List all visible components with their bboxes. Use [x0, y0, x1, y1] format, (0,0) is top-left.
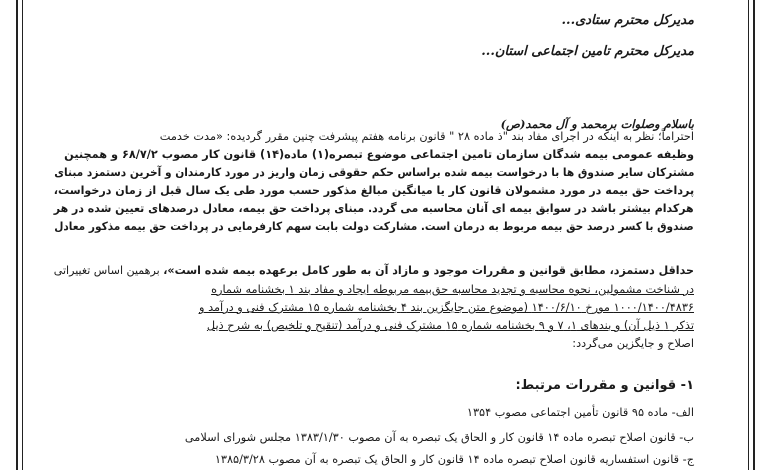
recipient-line: مدیرکل محترم تامین اجتماعی استان...	[481, 44, 694, 59]
body-line-normal-part: برهمین اساس تغییراتی	[53, 264, 160, 277]
body-line-mixed	[54, 263, 694, 278]
section-heading: ۱- قوانین و مقررات مرتبط:	[515, 378, 694, 393]
body-line-bold-part: حداقل دستمزد، مطابق قوانین و مقررات موجود و مازاد آن به طور کامل برعهده بیمه شده است»،	[163, 264, 695, 277]
page-border	[16, 0, 755, 470]
greeting: باسلام وصلوات برمحمد و آل محمد(ص)	[500, 117, 694, 131]
law-item: الف- ماده ۹۵ قانون تأمین اجتماعی مصوب ۱۳۵۴	[466, 406, 694, 419]
body-line: هرکدام بیشتر باشد در سوابق بیمه ای آنان محاسبه می گردد. مبنای پرداخت حق بیمه، معادل درصدهای تعیین شده در هر	[54, 202, 694, 215]
body-line: صندوق با کسر درصد حق بیمه مربوط به درمان است. مشارکت دولت بابت سهم کارفرمایی در پرداخت حق بیمه مذکور معادل	[54, 220, 694, 233]
body-line: ۱۰۰۰/۱۴۰۰/۴۸۳۶ مورخ ۱۴۰۰/۶/۱۰ (موضوع متن جایگزین بند ۴ بخشنامه شماره ۱۵ مشترک فنی و درآمد و	[199, 301, 694, 314]
body-line: تذکر ۱ ذیل آن) و بندهای ۱، ۷ و ۹ بخشنامه شماره ۱۵ مشترک فنی و درآمد (تنقیح و تلخیص) به شرح ذیل	[206, 319, 694, 332]
recipient-line: مدیرکل محترم ستادی...	[561, 13, 694, 28]
law-item: ب- قانون اصلاح تبصره ماده ۱۴ قانون کار و الحاق یک تبصره به آن مصوب ۱۳۸۳/۱/۳۰ مجلس شورای اسلامی	[184, 431, 694, 444]
body-line: اصلاح و جایگزین می‌گردد:	[572, 337, 694, 350]
body-line: احتراماً؛ نظر به اینکه در اجرای مفاد بند "ذ ماده ۲۸ " قانون برنامه هفتم پیشرفت چنین مقرر گردیده: «مدت خدمت	[159, 130, 694, 143]
body-line: پرداخت حق بیمه در مورد مشمولان قانون کار یا میانگین مبالغ مذکور حسب مورد طی یک سال قبل از زمان درخواست،	[53, 184, 694, 197]
body-line: مشترکان سایر صندوق ها با درخواست بیمه شده براساس حکم حقوقی زمان واریز در مورد کارمندان و آخرین دستمزد مبنای	[53, 166, 694, 179]
body-line: وظیفه عمومی بیمه شدگان سازمان تامین اجتماعی موضوع تبصره(۱) ماده(۱۴) قانون کار مصوب ۶۸/۷/۲ و همچنین	[64, 148, 694, 161]
body-line: در شناخت مشمولین، نحوه محاسبه و تجدید محاسبه حق‌بیمه مربوطه ایجاد و مفاد بند ۱ بخشنامه شماره	[211, 283, 694, 296]
law-item: ج- قانون استفساریه قانون اصلاح تبصره ماده ۱۴ قانون کار و الحاق یک تبصره به آن مصوب ۱۳۸۵/۳/۲۸	[214, 453, 694, 466]
